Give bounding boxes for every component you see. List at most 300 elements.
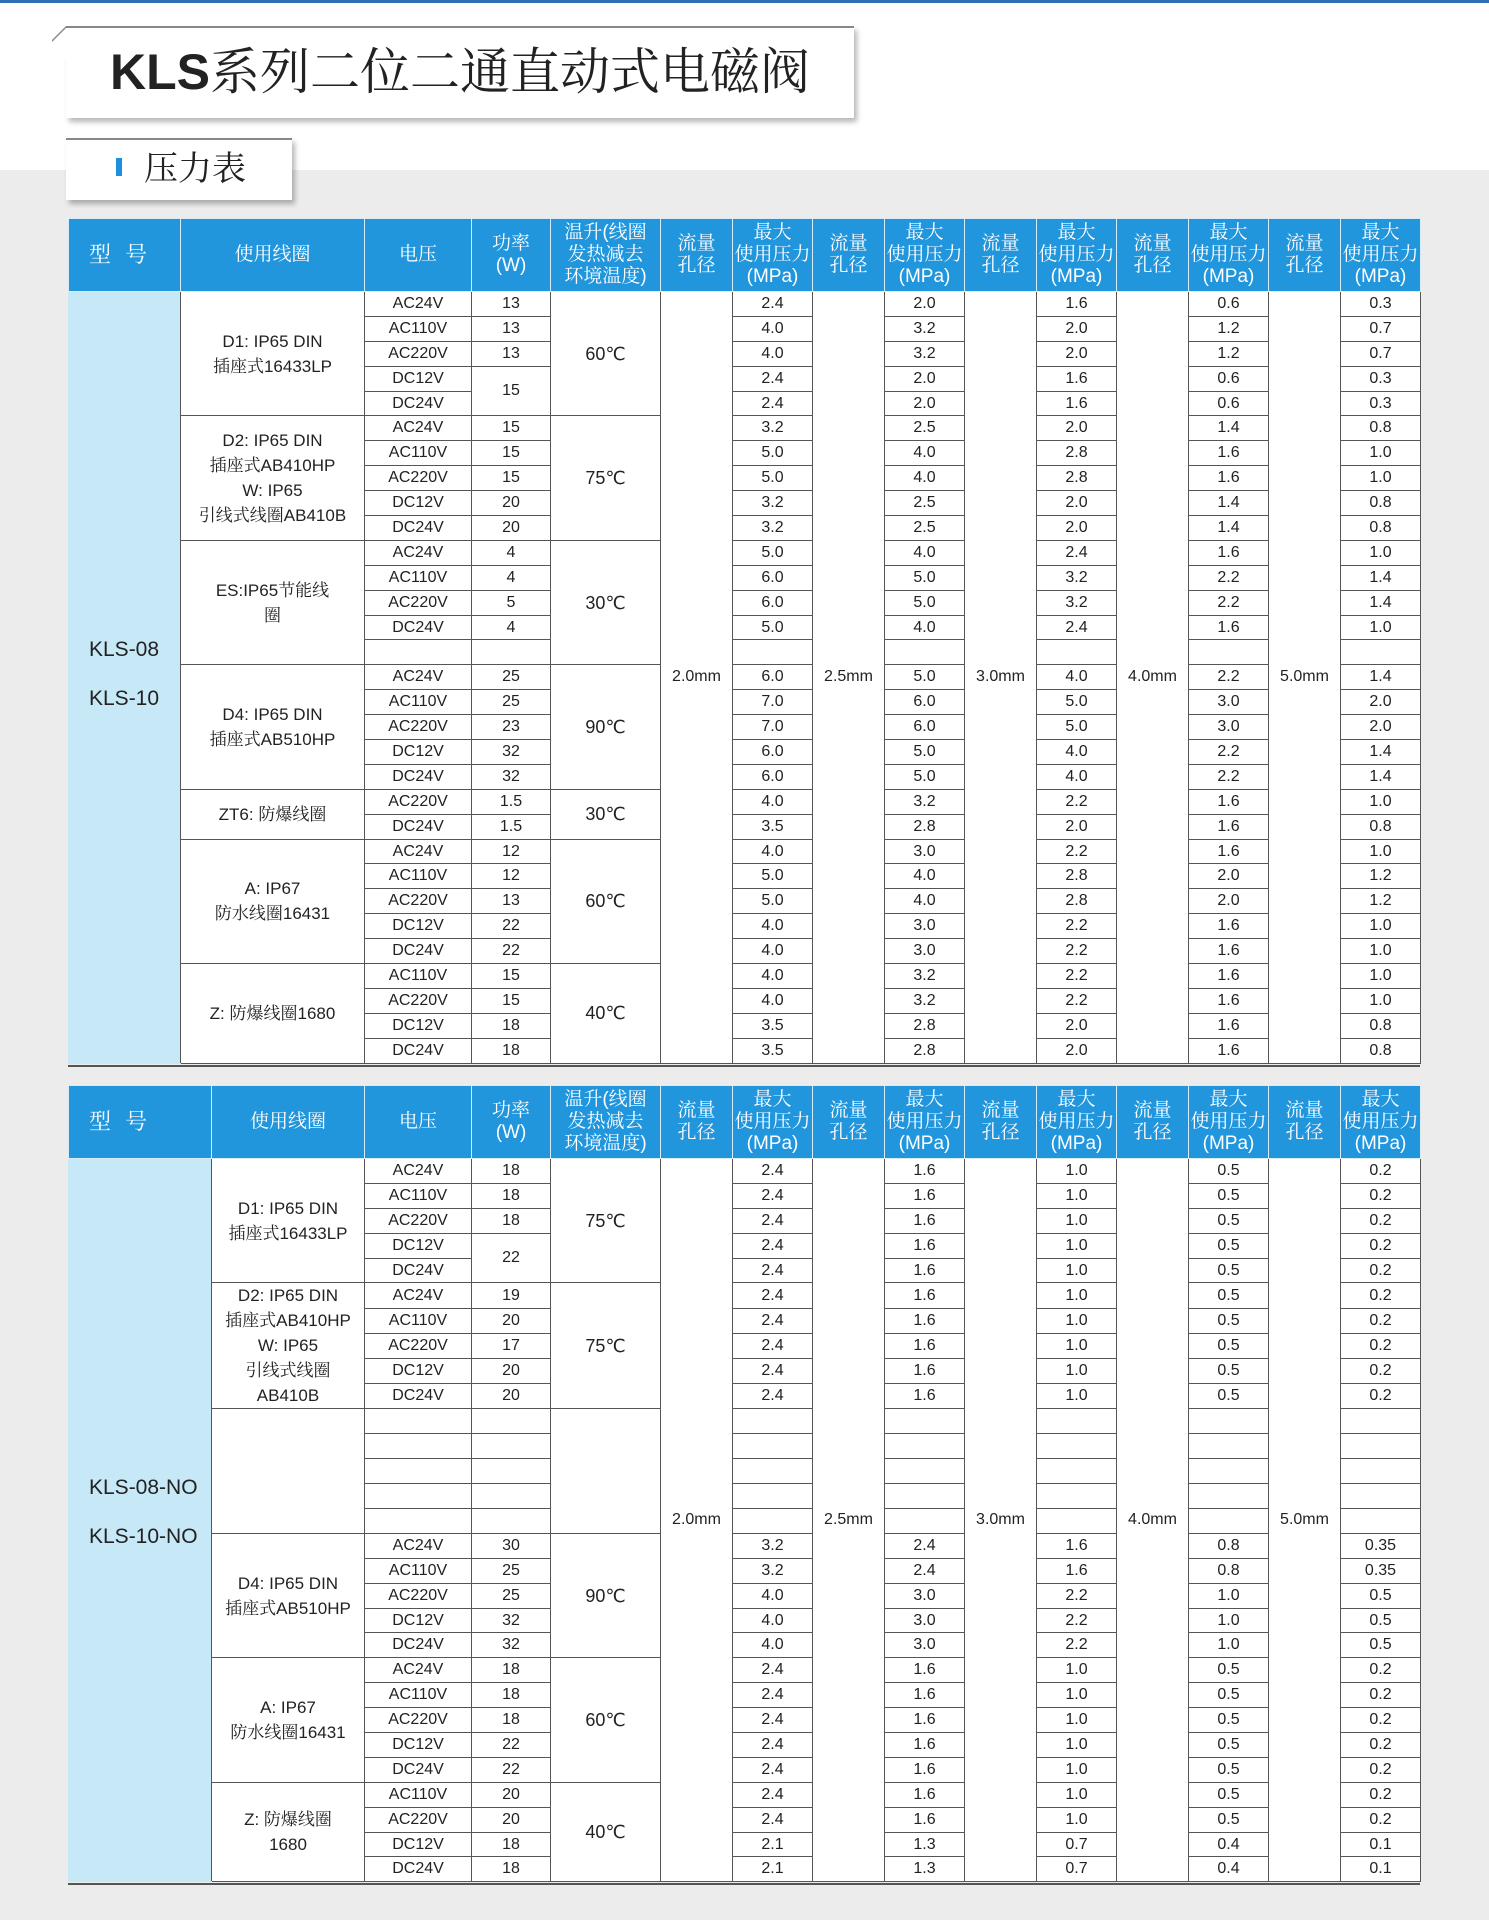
pressure-cell: 0.8 [1189,1558,1269,1583]
cell-line: 流量 [829,233,868,254]
pressure-cell [1341,1459,1421,1484]
pressure-cell: 0.5 [1189,1733,1269,1758]
cell-line: 防水线圈16431 [230,1723,346,1743]
pressure-cell: 1.6 [1189,540,1269,565]
cell-line: 温升(线圈 [564,1089,647,1110]
pressure-cell: 4.0 [733,964,813,989]
pressure-cell [733,1434,813,1459]
voltage-cell: DC24V [365,1038,472,1063]
power-cell: 22 [472,939,551,964]
temp-rise-cell: 40℃ [551,964,661,1064]
power-cell: 13 [472,341,551,366]
power-cell: 18 [472,1159,551,1184]
cell-line: 最大 [1209,1089,1248,1110]
pressure-cell [1341,1484,1421,1509]
pressure-cell: 1.6 [885,1807,965,1832]
pressure-cell: 1.0 [1037,1683,1117,1708]
pressure-cell: 4.0 [885,615,965,640]
pressure-cell: 6.0 [885,690,965,715]
pressure-cell: 0.35 [1341,1558,1421,1583]
pressure-cell: 1.0 [1037,1782,1117,1807]
pressure-cell: 2.4 [733,1159,813,1184]
pressure-cell: 0.8 [1341,1013,1421,1038]
cell-line: (MPa) [898,1133,951,1154]
pressure-cell: 2.4 [733,391,813,416]
cell-line: 使用压力 [1038,1111,1115,1132]
pressure-cell: 1.6 [1037,1558,1117,1583]
cell-line: 插座式AB410HP [209,456,336,476]
pressure-cell: 1.0 [1037,1359,1117,1384]
pressure-cell: 1.6 [885,1658,965,1683]
table-row [69,1409,1421,1434]
pressure-cell: 1.4 [1341,764,1421,789]
page-title-rest: 系列二位二通直动式电磁阀 [210,44,810,100]
pressure-cell: 3.2 [885,964,965,989]
section-title: 压力表 [144,150,246,188]
voltage-cell: AC24V [365,1159,472,1184]
pressure-cell: 1.0 [1037,1208,1117,1233]
page-title [110,42,810,102]
cell-line: 流量 [981,233,1020,254]
pressure-cell: 1.4 [1341,565,1421,590]
pressure-cell: 2.0 [1037,316,1117,341]
cell-line: 孔径 [1133,255,1172,276]
orifice-cell: 5.0mm [1269,292,1341,1064]
pressure-cell: 1.0 [1037,1733,1117,1758]
pressure-cell: 2.4 [733,1807,813,1832]
title-banner [66,26,854,118]
pressure-cell [1189,1409,1269,1434]
power-cell: 19 [472,1283,551,1308]
header-max-pressure [885,1086,965,1159]
pressure-cell: 4.0 [733,1633,813,1658]
pressure-cell: 1.6 [1189,914,1269,939]
model-name: KLS-10-NO [89,1525,198,1549]
pressure-cell: 1.6 [885,1183,965,1208]
pressure-cell [885,1509,965,1534]
power-cell: 18 [472,1183,551,1208]
cell-line: (MPa) [1050,266,1103,287]
pressure-cell: 0.2 [1341,1782,1421,1807]
pressure-cell: 0.5 [1189,1757,1269,1782]
pressure-cell: 0.2 [1341,1283,1421,1308]
section-marker [116,158,122,176]
pressure-cell: 6.0 [733,665,813,690]
pressure-cell: 1.0 [1341,789,1421,814]
cell-line: 1680 [269,1835,307,1855]
pressure-cell: 1.6 [885,1258,965,1283]
cell-line: 功率 [491,1100,530,1121]
pressure-cell: 3.5 [733,814,813,839]
pressure-cell: 0.8 [1341,516,1421,541]
pressure-cell: 3.0 [885,914,965,939]
pressure-cell: 1.0 [1341,939,1421,964]
pressure-cell: 2.2 [1037,1608,1117,1633]
pressure-cell: 1.0 [1037,1658,1117,1683]
model-name: KLS-10 [89,686,160,710]
pressure-cell: 5.0 [733,441,813,466]
cell-line: (MPa) [898,266,951,287]
pressure-cell: 2.4 [733,1359,813,1384]
pressure-cell: 3.2 [733,491,813,516]
power-cell: 25 [472,1558,551,1583]
temp-rise-cell: 60℃ [551,839,661,963]
pressure-cell: 3.2 [885,316,965,341]
table-body [69,1159,1421,1882]
temp-rise-cell: 90℃ [551,665,661,789]
voltage-cell: AC220V [365,789,472,814]
cell-line: 功率 [491,233,530,254]
model-name: KLS-08-NO [89,1476,198,1500]
pressure-cell: 0.5 [1341,1608,1421,1633]
pressure-cell: 0.7 [1341,316,1421,341]
cell-line: D4: IP65 DIN [222,705,323,725]
cell-line: 最大 [1361,1089,1400,1110]
cell-line: 流量 [1133,1100,1172,1121]
pressure-cell: 0.2 [1341,1807,1421,1832]
cell-line: (MPa) [1354,1133,1407,1154]
pressure-cell [733,1509,813,1534]
power-cell: 18 [472,1038,551,1063]
orifice-cell: 2.0mm [661,292,733,1064]
pressure-cell: 0.5 [1189,1308,1269,1333]
pressure-cell: 2.4 [733,1283,813,1308]
orifice-cell: 2.5mm [813,1159,885,1882]
pressure-cell: 1.0 [1037,1384,1117,1409]
pressure-table-nc [68,218,1421,1064]
pressure-cell: 0.2 [1341,1384,1421,1409]
voltage-cell: DC24V [365,1384,472,1409]
pressure-cell: 2.4 [733,1683,813,1708]
voltage-cell: AC110V [365,316,472,341]
header-flow [661,219,733,292]
pressure-cell [1341,640,1421,665]
pressure-cell: 0.4 [1189,1832,1269,1857]
table-row [69,292,1421,317]
coil-cell [181,416,365,540]
pressure-cell: 0.2 [1341,1658,1421,1683]
pressure-cell [885,1484,965,1509]
power-cell [472,1509,551,1534]
pressure-cell: 1.6 [885,1208,965,1233]
pressure-cell: 0.8 [1341,416,1421,441]
pressure-cell: 2.5 [885,491,965,516]
voltage-cell: AC220V [365,988,472,1013]
pressure-cell [1189,1434,1269,1459]
power-cell: 18 [472,1857,551,1882]
pressure-cell: 0.3 [1341,366,1421,391]
pressure-cell: 0.5 [1189,1807,1269,1832]
pressure-cell: 0.2 [1341,1208,1421,1233]
pressure-cell: 4.0 [733,316,813,341]
header-power [472,219,551,292]
power-cell: 18 [472,1832,551,1857]
voltage-cell: DC24V [365,1857,472,1882]
voltage-cell: AC110V [365,1308,472,1333]
cell-line: 使用压力 [1190,244,1267,265]
pressure-cell: 2.2 [1037,839,1117,864]
pressure-cell: 5.0 [733,864,813,889]
pressure-cell [1037,1459,1117,1484]
cell-line: 最大 [1057,1089,1096,1110]
power-cell [472,1409,551,1434]
cell-line: 孔径 [1133,1122,1172,1143]
temp-rise-cell: 75℃ [551,1159,661,1283]
pressure-cell: 4.0 [1037,764,1117,789]
voltage-cell: AC220V [365,889,472,914]
orifice-cell: 4.0mm [1117,1159,1189,1882]
voltage-cell: AC110V [365,565,472,590]
pressure-cell [1341,1409,1421,1434]
pressure-cell: 2.0 [1037,814,1117,839]
voltage-cell: AC220V [365,590,472,615]
cell-line: 孔径 [829,1122,868,1143]
pressure-cell: 4.0 [885,540,965,565]
pressure-cell [1037,1509,1117,1534]
pressure-cell: 0.5 [1189,1283,1269,1308]
pressure-cell: 4.0 [733,914,813,939]
pressure-cell: 1.4 [1341,590,1421,615]
voltage-cell: AC220V [365,1208,472,1233]
pressure-cell: 1.3 [885,1832,965,1857]
pressure-cell: 0.5 [1341,1633,1421,1658]
power-cell: 17 [472,1333,551,1358]
pressure-cell: 4.0 [885,441,965,466]
pressure-cell: 0.8 [1341,814,1421,839]
pressure-cell: 1.0 [1341,615,1421,640]
table-row [69,1283,1421,1308]
pressure-cell: 2.0 [1189,864,1269,889]
pressure-cell: 2.0 [885,391,965,416]
cell-line: (W) [495,1122,527,1143]
pressure-cell: 0.5 [1189,1258,1269,1283]
pressure-cell: 4.0 [885,466,965,491]
cell-line: 最大 [1361,222,1400,243]
pressure-table-no [68,1085,1421,1882]
voltage-cell: DC12V [365,1832,472,1857]
voltage-cell: AC24V [365,292,472,317]
cell-line: 发热减去 [567,1111,644,1132]
pressure-cell: 1.6 [1189,466,1269,491]
cell-line: 最大 [753,1089,792,1110]
cell-line: (MPa) [1202,266,1255,287]
pressure-cell: 2.8 [1037,864,1117,889]
coil-cell [212,1533,365,1657]
voltage-cell: DC12V [365,1013,472,1038]
power-cell: 20 [472,1308,551,1333]
pressure-cell: 0.2 [1341,1308,1421,1333]
cell-line: 孔径 [1285,1122,1324,1143]
pressure-cell: 2.0 [1037,1038,1117,1063]
cell-line: D1: IP65 DIN [237,1198,339,1218]
header-max-pressure [1341,1086,1421,1159]
voltage-cell [365,1509,472,1534]
pressure-cell: 3.0 [1189,715,1269,740]
pressure-cell: 3.2 [733,1558,813,1583]
cell-line: 防水线圈16431 [214,904,331,924]
voltage-cell: AC110V [365,964,472,989]
table-row [69,1782,1421,1807]
pressure-cell: 4.0 [885,889,965,914]
cell-line: 插座式AB410HP [225,1311,351,1331]
pressure-cell: 2.8 [885,814,965,839]
pressure-cell: 2.4 [733,1333,813,1358]
pressure-cell: 4.0 [733,839,813,864]
pressure-cell: 1.6 [1189,441,1269,466]
cell-line: Z: 防爆线圈1680 [209,1003,336,1023]
pressure-cell: 2.5 [885,416,965,441]
power-cell: 20 [472,1782,551,1807]
pressure-cell: 0.7 [1037,1857,1117,1882]
pressure-cell: 1.0 [1189,1633,1269,1658]
temp-rise-cell [551,1409,661,1533]
pressure-cell: 3.2 [885,341,965,366]
power-cell: 30 [472,1533,551,1558]
pressure-cell: 3.2 [733,516,813,541]
temp-rise-cell: 40℃ [551,1782,661,1882]
cell-line: 孔径 [829,255,868,276]
voltage-cell: DC24V [365,1633,472,1658]
cell-line: (MPa) [746,1133,799,1154]
coil-cell [212,1782,365,1882]
pressure-cell: 5.0 [1037,715,1117,740]
cell-line: (MPa) [1202,1133,1255,1154]
pressure-cell [885,1459,965,1484]
pressure-cell: 2.4 [733,366,813,391]
model-cell [69,292,181,1064]
pressure-cell: 6.0 [733,740,813,765]
pressure-cell: 1.0 [1341,441,1421,466]
power-cell: 15 [472,964,551,989]
cell-line: ES:IP65节能线 [215,580,330,600]
cell-line: A: IP67 [244,879,301,899]
pressure-cell: 4.0 [733,1583,813,1608]
power-cell: 18 [472,1683,551,1708]
pressure-cell: 2.4 [733,1183,813,1208]
pressure-cell: 5.0 [1037,690,1117,715]
temp-rise-cell: 30℃ [551,789,661,839]
pressure-cell: 1.0 [1341,988,1421,1013]
cell-line: 圈 [264,605,281,625]
cell-line: 引线式线圈 [245,1361,331,1381]
voltage-cell: DC12V [365,1733,472,1758]
temp-rise-cell: 30℃ [551,540,661,664]
pressure-cell: 2.4 [733,1258,813,1283]
header-flow [813,219,885,292]
cell-line: 使用压力 [734,1111,811,1132]
pressure-cell: 2.4 [733,1384,813,1409]
pressure-cell: 6.0 [733,590,813,615]
pressure-cell: 2.4 [733,1757,813,1782]
voltage-cell [365,1484,472,1509]
cell-line: 流量 [1133,233,1172,254]
voltage-cell: DC24V [365,391,472,416]
pressure-cell: 6.0 [733,764,813,789]
cell-line: 最大 [1209,222,1248,243]
pressure-cell: 7.0 [733,690,813,715]
pressure-cell: 1.6 [885,1333,965,1358]
cell-line: 最大 [753,222,792,243]
cell-line: 孔径 [1285,255,1324,276]
pressure-cell: 1.0 [1037,1283,1117,1308]
pressure-cell: 1.4 [1189,516,1269,541]
pressure-cell: 0.5 [1189,1658,1269,1683]
temp-rise-cell: 75℃ [551,416,661,540]
power-cell: 32 [472,1608,551,1633]
pressure-cell: 1.6 [885,1683,965,1708]
pressure-cell: 1.0 [1037,1308,1117,1333]
pressure-cell: 4.0 [733,1608,813,1633]
cell-line: Z: 防爆线圈 [244,1810,332,1830]
pressure-cell: 2.0 [885,366,965,391]
pressure-cell: 0.5 [1189,1708,1269,1733]
power-cell: 25 [472,1583,551,1608]
cell-line: D4: IP65 DIN [237,1573,339,1593]
power-cell: 32 [472,764,551,789]
pressure-cell: 0.6 [1189,391,1269,416]
power-cell: 5 [472,590,551,615]
pressure-cell [1037,1409,1117,1434]
voltage-cell: DC24V [365,814,472,839]
cell-line: W: IP65 [242,481,303,501]
header-power [472,1086,551,1159]
pressure-cell: 0.5 [1341,1583,1421,1608]
pressure-cell: 1.4 [1189,416,1269,441]
cell-line: 发热减去 [567,244,644,265]
pressure-cell: 0.5 [1189,1782,1269,1807]
pressure-cell: 6.0 [733,565,813,590]
pressure-cell: 1.6 [885,1733,965,1758]
pressure-cell: 2.4 [1037,615,1117,640]
power-cell: 13 [472,889,551,914]
voltage-cell [365,1434,472,1459]
power-cell: 18 [472,1658,551,1683]
pressure-cell: 2.2 [1037,1583,1117,1608]
pressure-cell: 1.6 [1189,964,1269,989]
pressure-cell: 1.6 [1189,1038,1269,1063]
cell-line: 使用压力 [1038,244,1115,265]
power-cell: 18 [472,1013,551,1038]
pressure-cell: 1.6 [1189,988,1269,1013]
voltage-cell: AC24V [365,839,472,864]
coil-cell [181,665,365,789]
header-temp-rise [551,1086,661,1159]
voltage-cell: DC24V [365,516,472,541]
pressure-cell: 0.5 [1189,1233,1269,1258]
voltage-cell: AC24V [365,416,472,441]
pressure-cell: 1.0 [1189,1583,1269,1608]
header-flow [813,1086,885,1159]
pressure-cell: 1.4 [1189,491,1269,516]
table-row [69,1533,1421,1558]
pressure-cell: 1.0 [1037,1183,1117,1208]
header-row [69,219,1421,292]
voltage-cell: AC110V [365,1782,472,1807]
pressure-cell: 1.6 [1189,814,1269,839]
pressure-cell: 1.6 [1037,391,1117,416]
voltage-cell: AC24V [365,1658,472,1683]
cell-line: 温升(线圈 [564,222,647,243]
power-cell: 23 [472,715,551,740]
pressure-cell: 2.4 [733,1733,813,1758]
pressure-cell: 1.2 [1341,889,1421,914]
cell-line: D1: IP65 DIN [222,331,323,351]
voltage-cell [365,1459,472,1484]
voltage-cell: DC12V [365,914,472,939]
power-cell: 20 [472,516,551,541]
pressure-cell: 1.6 [1037,366,1117,391]
cell-line: 环境温度) [564,266,647,287]
